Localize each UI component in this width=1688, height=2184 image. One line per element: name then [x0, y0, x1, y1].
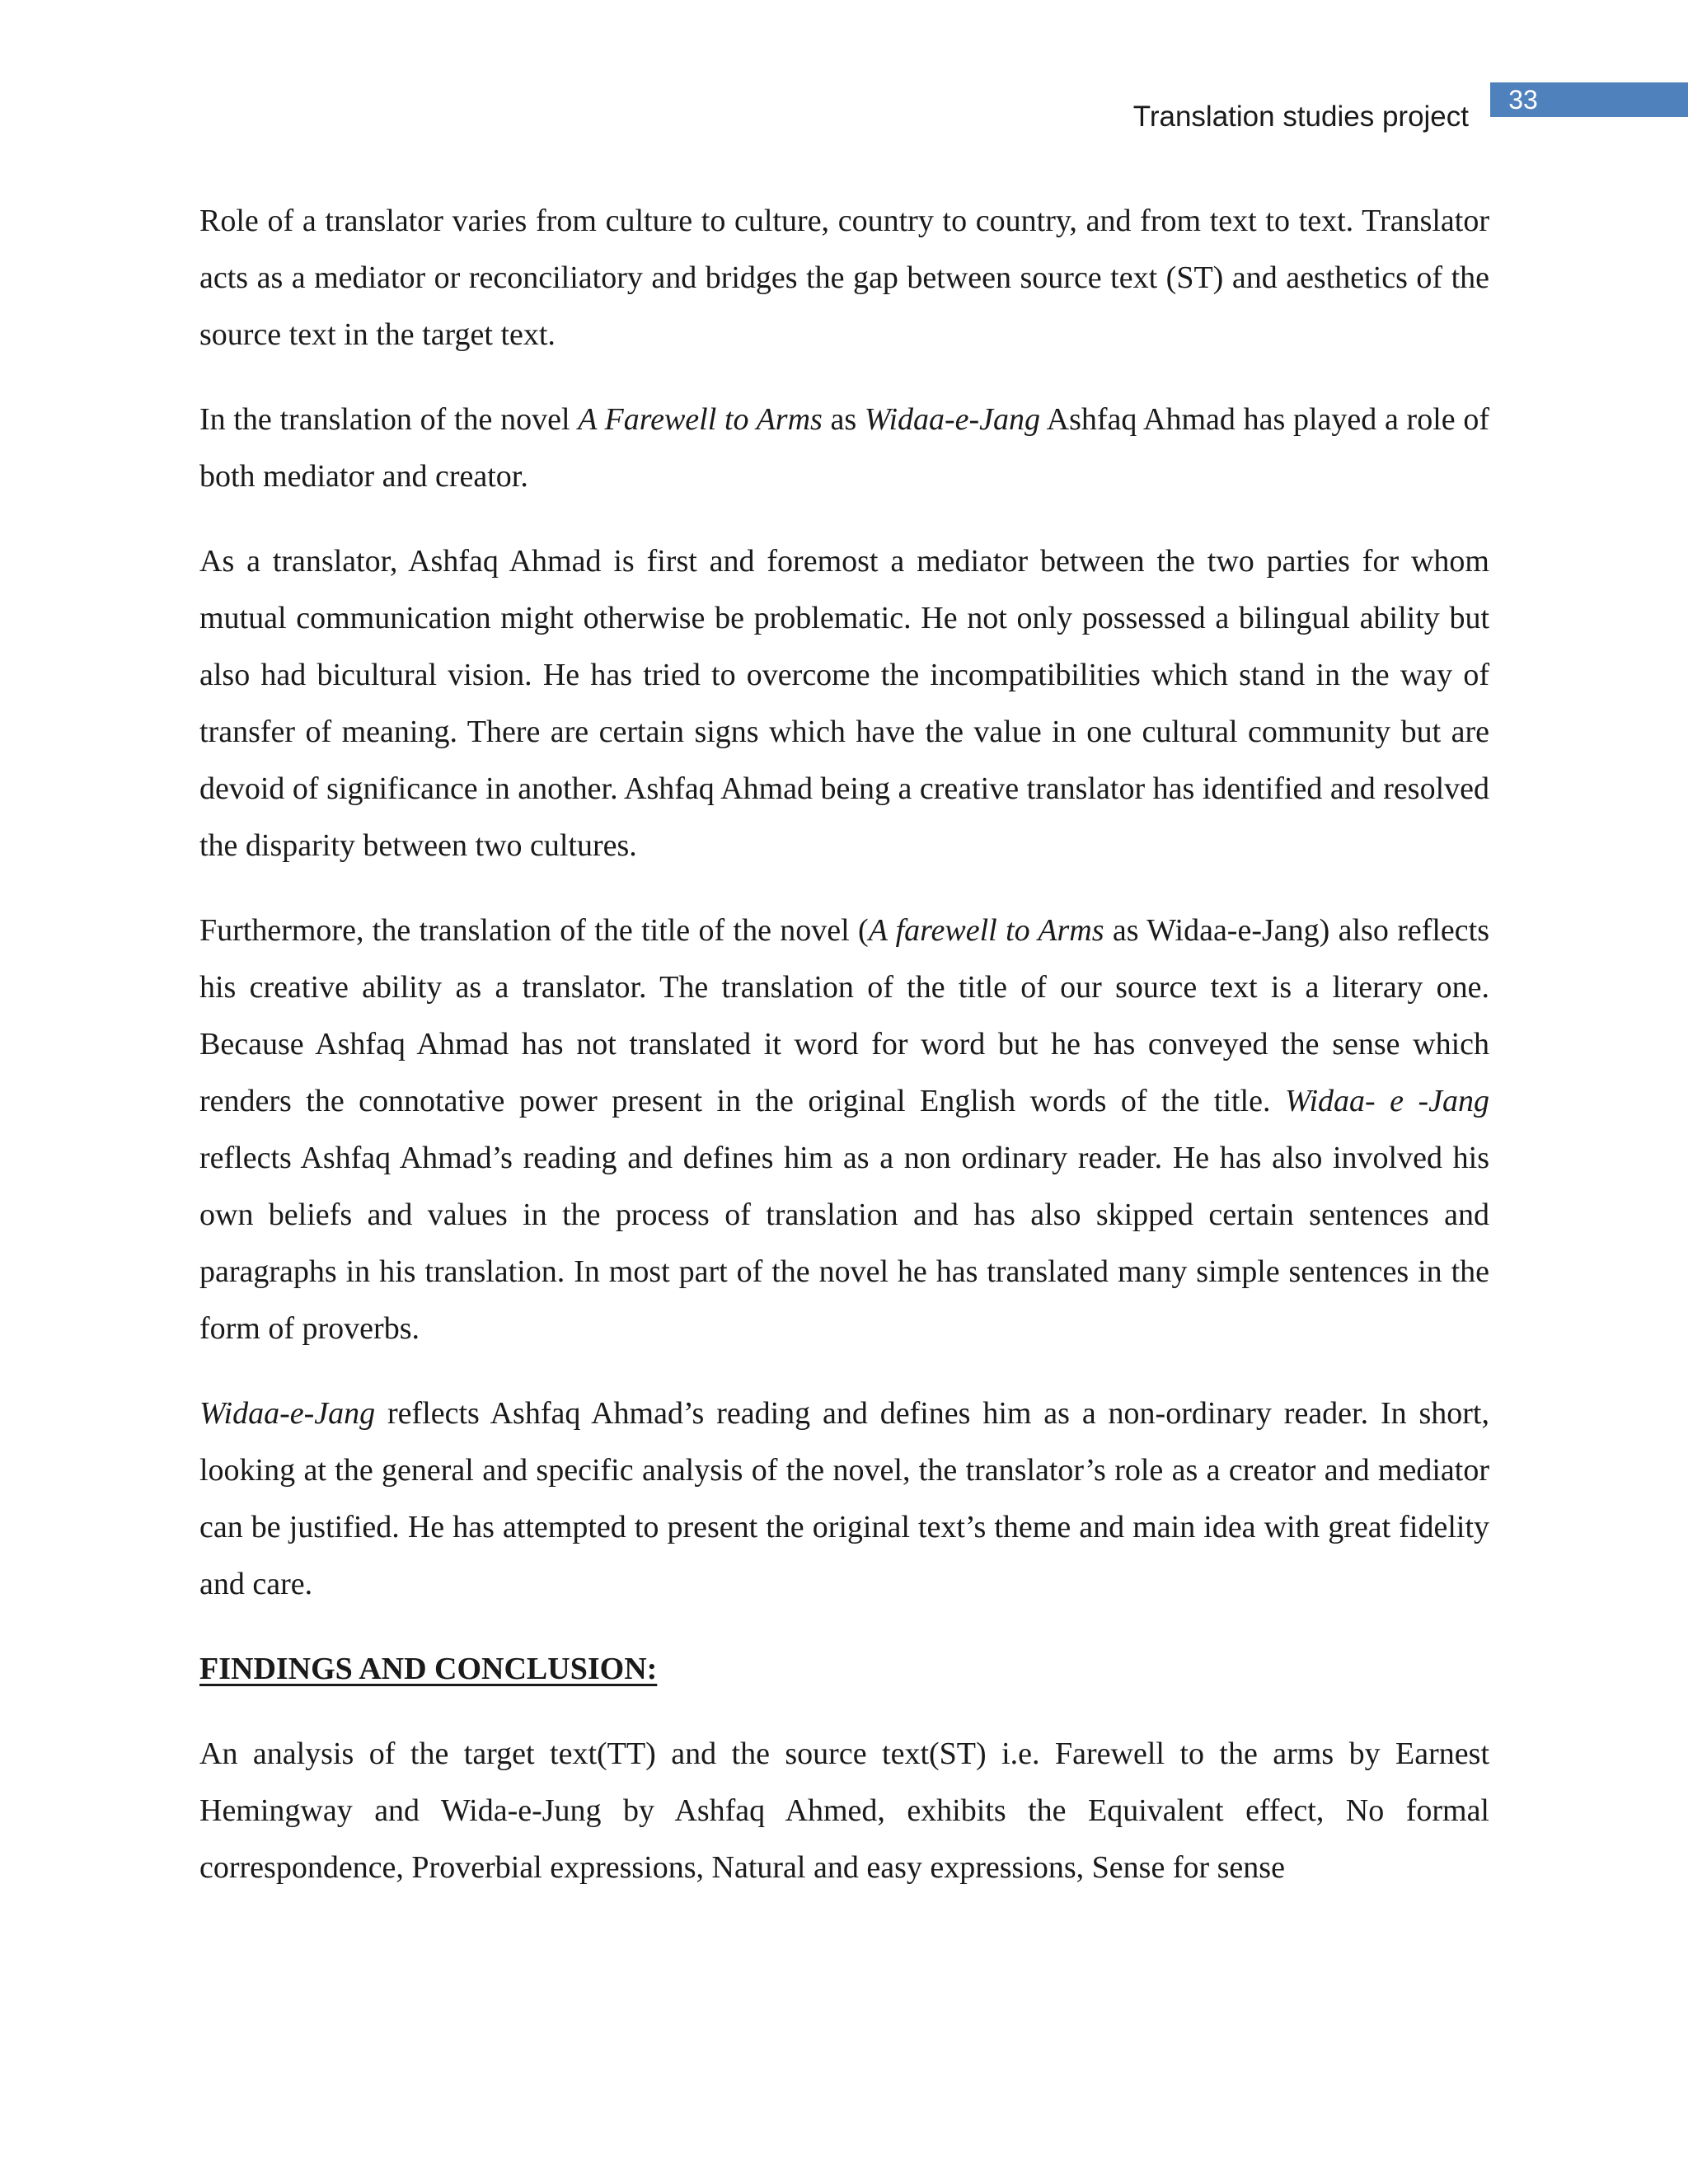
text-run: as Widaa-e-Jang) also reflects his creative ability as a translator. The translation of the title of our source text is a literary one. Because Ashfaq Ahmad has not translated it word for word but he has conveyed the sense which renders the connotative power present in the original English words of the title.: [199, 913, 1490, 1118]
paragraph-mediator-between-parties: As a translator, Ashfaq Ahmad is first and foremost a mediator between the two parties for whom mutual communication might otherwise be problematic. He not only possessed a bilingual ability but also had bicultural vision. He has tried to overcome the incompatibilities which stand in the way of transfer of meaning. There are certain signs which have the value in one cultural community but are devoid of significance in another. Ashfaq Ahmad being a creative translator has identified and resolved the disparity between two cultures.: [199, 544, 1489, 863]
running-header: Translation studies project: [1132, 101, 1469, 133]
text-run: In the translation of the novel: [199, 402, 579, 437]
paragraph-translator-role: Role of a translator varies from culture to culture, country to country, and from text to text. Translator acts as a mediator or reconciliatory and bridges the gap between source text (ST) and aesthetics of the source text in the target text.: [199, 204, 1489, 352]
text-run: Ashfaq Ahmad has played a role of both mediator and creator.: [199, 402, 1489, 494]
translation-title-italic: Widaa-e-Jang: [199, 1396, 376, 1431]
section-heading-findings: FINDINGS AND CONCLUSION:: [199, 1652, 658, 1686]
paragraph-non-ordinary-reader: [199, 1385, 1489, 1613]
page-number: 33: [1508, 85, 1538, 115]
translation-title-italic: Widaa-e-Jang: [864, 402, 1041, 437]
text-run: reflects Ashfaq Ahmad’s reading and defines him as a non-ordinary reader. In short, looking at the general and specific analysis of the novel, the translator’s role as a creator and mediator can be justified. He has attempted to present the original text’s theme and main idea with great fidelity and care.: [199, 1396, 1489, 1601]
text-run: as: [822, 402, 865, 437]
novel-title-italic: A farewell to Arms: [868, 913, 1104, 948]
text-run: reflects Ashfaq Ahmad’s reading and defines him as a non ordinary reader. He has also involved his own beliefs and values in the process of translation and has also skipped certain sentences and paragraphs in his translation. In most part of the novel he has translated many simple sentences in the form of proverbs.: [199, 1141, 1489, 1346]
paragraph-mediator-creator: [199, 391, 1489, 505]
translation-title-italic: Widaa- e -Jang: [1284, 1084, 1489, 1118]
text-run: Furthermore, the translation of the title of the novel (: [199, 913, 869, 948]
paragraph-title-translation: [199, 902, 1489, 1357]
paragraph-analysis: An analysis of the target text(TT) and the source text(ST) i.e. Farewell to the arms by Earnest Hemingway and Wida-e-Jung by Ashfaq Ahmed, exhibits the Equivalent effect, No formal correspondence, Proverbial expressions, Natural and easy expressions, Sense for sense: [199, 1736, 1489, 1885]
document-body: [199, 193, 1489, 1924]
novel-title-italic: A Farewell to Arms: [578, 402, 823, 437]
